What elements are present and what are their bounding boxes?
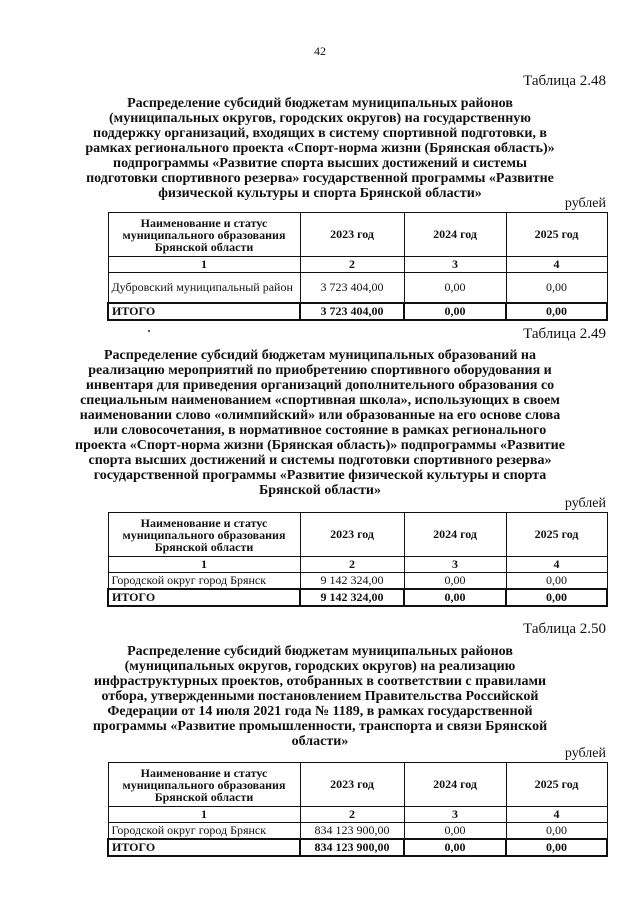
row-name: Городской округ город Брянск xyxy=(108,823,300,840)
page-number: 42 xyxy=(314,44,326,58)
table-2-50-heading xyxy=(0,620,640,749)
table-2-49-heading xyxy=(0,325,640,498)
total-row xyxy=(108,303,607,320)
header-2023: 2023 год xyxy=(300,763,404,807)
header-row xyxy=(108,513,607,557)
total-row xyxy=(108,589,607,606)
row-2024: 0,00 xyxy=(404,273,506,303)
total-label: ИТОГО xyxy=(108,303,300,320)
header-2025: 2025 год xyxy=(506,513,607,557)
column-numbers-row: 1 2 3 4 xyxy=(108,807,607,823)
header-2023: 2023 год xyxy=(300,213,404,257)
total-2023: 3 723 404,00 xyxy=(300,303,404,320)
row-name: Городской округ город Брянск xyxy=(108,573,300,590)
total-2025: 0,00 xyxy=(506,839,607,856)
table-label: Таблица 2.48 xyxy=(523,73,606,89)
header-2024: 2024 год xyxy=(404,213,506,257)
row-2023: 9 142 324,00 xyxy=(300,573,404,590)
table-title: Распределение субсидий бюджетам муниципальных образований на реализацию мероприятий по приобретению спортивного оборудования и инвентаря для приведения организаций дополнительного образования со специальным наименованием «спортивная школа», использующих в своем наименовании слово «олимпийский» или образованные на его основе слова или словосочетания, в нормативное состояние в рамках регионального проекта «Спорт-норма жизни (Брянская область)» подпрограммы «Развитие спорта высших достижений и системы подготовки спортивного резерва» государственной программы «Развитие физической культуры и спорта Брянской области» xyxy=(75,348,565,498)
table-row xyxy=(108,273,607,303)
unit-label-3: рублей xyxy=(564,746,606,761)
row-2024: 0,00 xyxy=(404,823,506,840)
header-2024: 2024 год xyxy=(404,763,506,807)
header-2025: 2025 год xyxy=(506,213,607,257)
total-2024: 0,00 xyxy=(404,303,506,320)
table-2-50 xyxy=(107,762,608,857)
table-title: Распределение субсидий бюджетам муниципальных районов (муниципальных округов, городских округов) на реализацию инфраструктурных проектов, отобранных в соответствии с правилами отбора, утвержденными постановлением Правительства Российской Федерации от 14 июля 2021 года № 1189, в рамках государственной программы «Развитие промышленности, транспорта и связи Брянской области» xyxy=(92,644,548,749)
column-numbers-row: 1 2 3 4 xyxy=(108,257,607,273)
unit-label-2: рублей xyxy=(564,496,606,511)
row-2025: 0,00 xyxy=(506,273,607,303)
row-2023: 834 123 900,00 xyxy=(300,823,404,840)
total-label: ИТОГО xyxy=(108,589,300,606)
table-2-49 xyxy=(107,512,608,607)
total-2023: 9 142 324,00 xyxy=(300,589,404,606)
column-numbers-row: 1 2 3 4 xyxy=(108,557,607,573)
header-2024: 2024 год xyxy=(404,513,506,557)
table-2-48-heading xyxy=(0,72,640,201)
unit-label-1: рублей xyxy=(564,196,606,211)
header-2023: 2023 год xyxy=(300,513,404,557)
header-row xyxy=(108,763,607,807)
table-2-48 xyxy=(107,212,608,321)
header-name: Наименование и статус муниципального образования Брянской области xyxy=(108,513,300,557)
row-2025: 0,00 xyxy=(506,573,607,590)
table-label: Таблица 2.49 xyxy=(523,326,606,342)
row-2023: 3 723 404,00 xyxy=(300,273,404,303)
header-row xyxy=(108,213,607,257)
table-label: Таблица 2.50 xyxy=(523,621,606,637)
row-2024: 0,00 xyxy=(404,573,506,590)
header-name: Наименование и статус муниципального образования Брянской области xyxy=(108,763,300,807)
total-2025: 0,00 xyxy=(506,303,607,320)
total-row xyxy=(108,839,607,856)
total-label: ИТОГО xyxy=(108,839,300,856)
row-name: Дубровский муниципальный район xyxy=(108,273,300,303)
total-2025: 0,00 xyxy=(506,589,607,606)
row-2025: 0,00 xyxy=(506,823,607,840)
table-row xyxy=(108,823,607,840)
total-2024: 0,00 xyxy=(404,839,506,856)
table-title: Распределение субсидий бюджетам муниципальных районов (муниципальных округов, городских округов) на государственную поддержку организаций, входящих в систему спортивной подготовки, в рамках регионального проекта «Спорт-норма жизни (Брянская область)» подпрограммы «Развитие спорта высших достижений и системы подготовки спортивного резерва» государственной программы «Развитне физической культуры и спорта Брянской области» xyxy=(85,96,555,201)
header-name: Наименование и статус муниципального образования Брянской области xyxy=(108,213,300,257)
table-row xyxy=(108,573,607,590)
total-2023: 834 123 900,00 xyxy=(300,839,404,856)
total-2024: 0,00 xyxy=(404,589,506,606)
header-2025: 2025 год xyxy=(506,763,607,807)
